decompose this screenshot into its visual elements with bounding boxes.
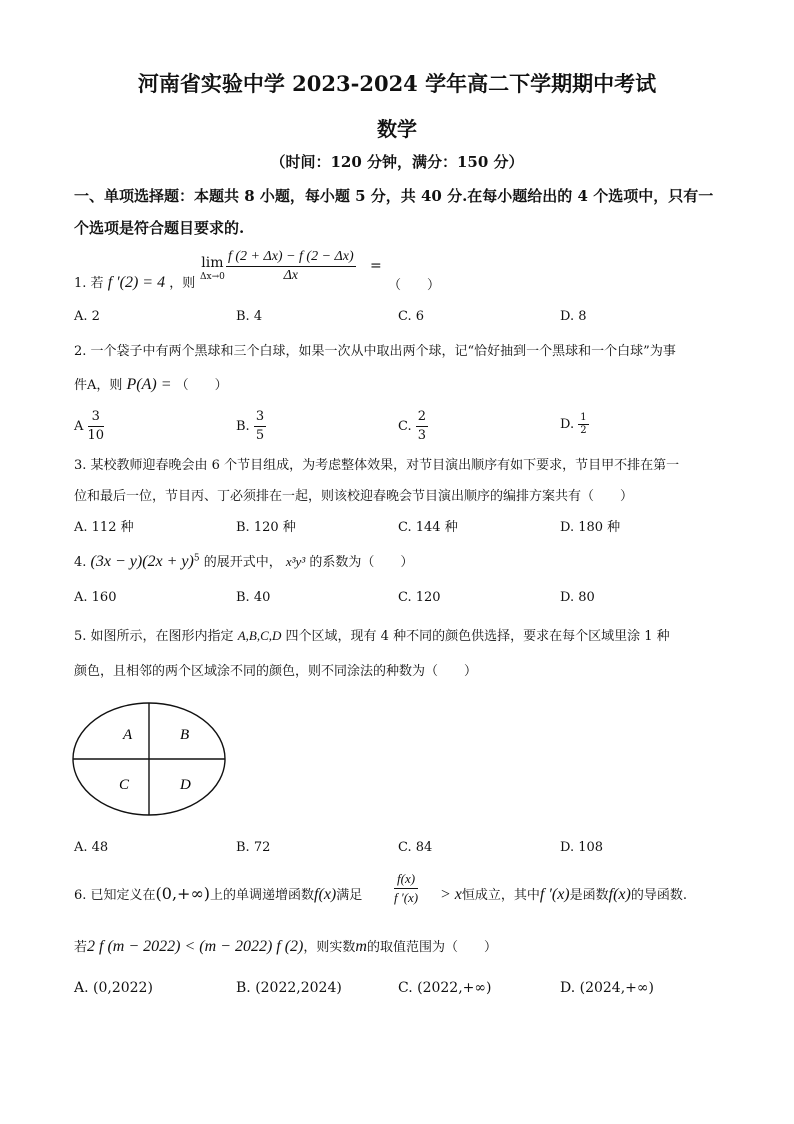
q1-limit [200,256,225,284]
q4-option-d: D. 80 [560,590,595,605]
exam-meta: （时间：120 分钟，满分：150 分） [270,153,524,171]
question-4 [74,551,413,571]
q5-region-b: B [180,727,190,743]
q5-region-d: D [180,777,191,793]
q2-option-b-label: B. [236,419,250,434]
q2-option-d [560,412,589,437]
q6-domain: (0,+∞) [155,884,211,903]
q2-option-b [236,408,266,445]
q3-option-d: D. 180 种 [560,520,621,535]
q4-number: 4. [74,555,87,570]
q4-option-b: B. 40 [236,590,271,605]
q6-text-4: 恒成立，其中 [461,888,540,903]
q6-option-d: D. (2024,+∞) [560,980,655,996]
q4-text: 的展开式中， [203,555,282,570]
subject-title: 数学 [377,117,417,141]
q2-option-a-label: A [74,419,84,434]
q4-tail: 的系数为（ ） [309,555,414,570]
q6-text-6: 的导函数. [630,888,687,903]
q6-line-2 [74,936,497,956]
q1-option-b: B. 4 [236,309,263,324]
q4-expr: (3x − y)(2x + y) [90,553,194,570]
q6-option-b: B. (2022,2024) [236,980,342,996]
q1-option-d: D. 8 [560,309,587,324]
section-heading: 一、单项选择题：本题共 8 小题，每小题 5 分，共 40 分.在每小题给出的 4 个选项中，只有一个选项是符合题目要求的. [74,187,714,237]
q2-option-d-num: 1 [580,412,587,423]
q1-option-a: A. 2 [74,309,100,324]
q1-lim-word: lim [201,255,224,271]
q6-line2-expr: 2 f (m − 2022) < (m − 2022) f (2) [87,938,304,955]
q5-region-c: C [119,777,130,793]
q2-option-d-den: 2 [580,425,587,436]
q2-option-c-den: 3 [417,428,427,443]
q3-option-c: C. 144 种 [398,520,458,535]
q6-frac-den: f ′(x) [394,890,419,905]
q4-exponent: 5 [193,553,200,564]
q1-condition: f ′(2) = 4 [107,274,166,291]
q1-then: ，则 [169,276,196,291]
q6-line-1-tail [440,884,687,904]
q5-regions: A,B,C,D [237,628,282,643]
q5-option-c: C. 84 [398,840,433,855]
q6-option-a: A. (0,2022) [74,980,153,996]
q2-option-a-num: 3 [88,408,105,427]
q2-expr: P(A) = [126,376,172,393]
q3-option-b: B. 120 种 [236,520,296,535]
q4-term: x³y³ [285,554,306,569]
q5-line-2: 颜色，且相邻的两个区域涂不同的颜色，则不同涂法的种数为（ ） [74,664,478,679]
q6-fx: f(x) [314,886,337,903]
q6-line2-a: 若 [74,940,88,955]
q2-option-d-label: D. [560,417,575,432]
q5-line-1 [74,625,670,644]
q6-ineq: > x [440,886,462,903]
q3-option-a: A. 112 种 [74,520,134,535]
q5-text-2: 四个区域，现有 4 种不同的颜色供选择，要求在每个区域里涂 1 种 [285,629,670,644]
q2-text: 件A，则 [74,378,123,393]
q5-ellipse-figure [70,700,230,820]
q6-fpx: f ′(x) [539,886,570,903]
q1-equals: = [370,258,382,274]
q2-option-a [74,408,104,445]
q1-denominator: Δx [283,268,299,283]
q6-frac-num: f(x) [394,870,418,889]
q5-region-a: A [123,727,133,743]
q6-line2-c: 的取值范围为（ ） [366,940,497,955]
q2-option-b-den: 5 [255,428,265,443]
q2-option-b-num: 3 [254,408,266,427]
q6-text-3: 满足 [336,888,363,903]
q2-line-1: 2. 一个袋子中有两个黑球和三个白球，如果一次从中取出两个球，记“恰好抽到一个黑球和一个白球”为事 [74,344,676,359]
q1-blank: （ ） [388,278,441,293]
q1-number: 1. 若 [74,276,104,291]
q5-option-a: A. 48 [74,840,109,855]
exam-title: 河南省实验中学 2023-2024 学年高二下学期期中考试 [137,71,657,96]
q1-lim-sub: Δx→0 [200,272,225,282]
question-1 [74,272,195,292]
q2-option-a-den: 10 [87,428,105,443]
q6-option-c: C. (2022,+∞) [398,980,492,996]
q6-fraction [394,870,418,907]
q6-line2-b: ，则实数 [303,940,356,955]
q2-option-c [398,408,428,445]
q2-option-c-num: 2 [416,408,428,427]
q2-blank: （ ） [175,378,228,393]
q2-option-c-label: C. [398,419,412,434]
q2-line-2 [74,374,228,394]
q1-option-c: C. 6 [398,309,425,324]
q6-text-2: 上的单调递增函数 [210,888,315,903]
q1-fraction [226,248,356,285]
q4-option-c: C. 120 [398,590,441,605]
q4-option-a: A. 160 [74,590,117,605]
q3-line-2: 位和最后一位，节目丙、丁必须排在一起，则该校迎春晚会节目演出顺序的编排方案共有（ ） [74,489,634,504]
q5-option-b: B. 72 [236,840,271,855]
q6-fx-2: f(x) [608,886,631,903]
q3-line-1: 3. 某校教师迎春晚会由 6 个节目组成，为考虑整体效果，对节目演出顺序有如下要求，节目甲不排在第一 [74,458,680,473]
q6-text-1: 6. 已知定义在 [74,888,156,903]
q6-line-1 [74,884,362,904]
q6-text-5: 是函数 [569,888,609,903]
q1-numerator: f (2 + Δx) − f (2 − Δx) [226,248,356,267]
q6-var: m [355,938,367,955]
q5-text-1: 5. 如图所示，在图形内指定 [74,629,234,644]
q5-option-d: D. 108 [560,840,604,855]
